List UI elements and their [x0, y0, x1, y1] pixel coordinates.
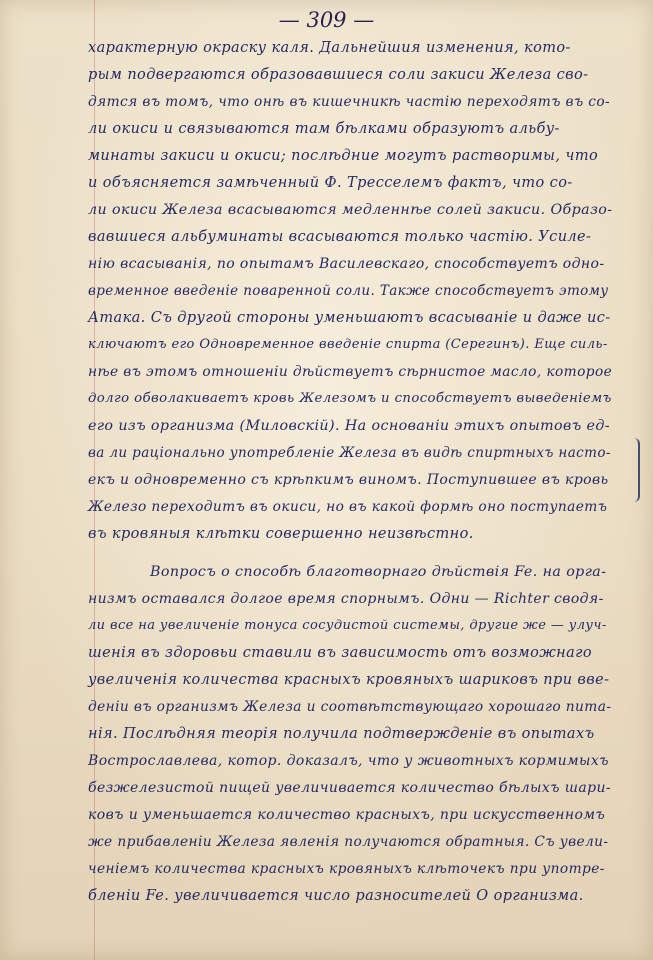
text-line: ковъ и уменьшается количество красныхъ, при искусственномъ [88, 807, 606, 823]
text-line: долго обволакиваетъ кровь Железомъ и способствуетъ выведеніемъ [88, 391, 612, 406]
text-line: Атака. Съ другой стороны уменьшаютъ всасываніе и даже ис- [88, 310, 611, 326]
margin-bracket-mark [630, 438, 640, 502]
text-line: ва ли раціонально употребленіе Железа въ видѣ спиртныхъ насто- [88, 445, 611, 461]
text-line: вавшиеся альбуминаты всасываются только частію. Усиле- [88, 229, 592, 245]
text-line: ли окиси Железа всасываются медленнѣе солей закиси. Образо- [88, 202, 613, 218]
text-line: характерную окраску каля. Дальнейшия изменения, кото- [88, 40, 571, 56]
text-line: его изъ организма (Миловскій). На основаніи этихъ опытовъ ед- [88, 418, 611, 434]
text-line: и объясняется замѣченный Ф. Тресселемъ фактъ, что со- [88, 175, 573, 191]
text-line: шенія въ здоровьи ставили въ зависимость отъ возможнаго [88, 645, 592, 661]
text-line: бленіи Fe. увеличивается число разносителей O организма. [88, 888, 584, 904]
text-line: ченіемъ количества красныхъ кровяныхъ клѣточекъ при употре- [88, 861, 605, 877]
page-number: — 309 — [278, 8, 375, 32]
text-line: безжелезистой пищей увеличивается количество бѣлыхъ шари- [88, 780, 612, 796]
text-line: же прибавленіи Железа явленія получаются обратныя. Съ увели- [88, 834, 609, 850]
text-line: ключаютъ его Одновременное введеніе спирта (Серегинъ). Еще силь- [88, 337, 608, 352]
text-line: ли все на увеличеніе тонуса сосудистой системы, другие же — улуч- [88, 618, 607, 633]
text-line: увеличенія количества красныхъ кровяныхъ шариковъ при вве- [88, 672, 610, 688]
text-line: деніи въ организмъ Железа и соотвѣтствующаго хорошаго пита- [88, 699, 612, 715]
text-line: низмъ оставался долгое время спорнымъ. Одни — Richter сводя- [88, 591, 604, 607]
text-line: Железо переходитъ въ окиси, но въ какой формѣ оно поступаетъ [88, 499, 608, 515]
text-line: временное введеніе поваренной соли. Также способствуетъ этому [88, 283, 609, 299]
text-line: екъ и одновременно съ крѣпкимъ виномъ. Поступившее въ кровь [88, 472, 609, 488]
text-line: Вопросъ о способѣ благотворнаго дѣйствія Fe. на орга- [150, 564, 607, 580]
text-line: нія. Послѣдняя теорія получила подтвержденіе въ опытахъ [88, 726, 595, 742]
text-line: дятся въ томъ, что онѣ въ кишечникѣ частію переходятъ въ со- [88, 94, 611, 110]
text-line: нѣе въ этомъ отношеніи дѣйствуетъ сѣрнистое масло, которое [88, 364, 613, 380]
text-line: Вострославлева, котор. доказалъ, что у животныхъ кормимыхъ [88, 753, 609, 769]
text-line: рым подвергаются образовавшиеся соли закиси Железа сво- [88, 67, 589, 83]
text-line: нію всасыванія, по опытамъ Василевскаго, способствуетъ одно- [88, 256, 605, 272]
text-line: минаты закиси и окиси; послѣдние могутъ растворимы, что [88, 148, 599, 164]
text-line: въ кровяныя клѣтки совершенно неизвѣстно. [88, 526, 474, 542]
text-line: ли окиси и связываются там бѣлками образуютъ альбу- [88, 121, 560, 137]
